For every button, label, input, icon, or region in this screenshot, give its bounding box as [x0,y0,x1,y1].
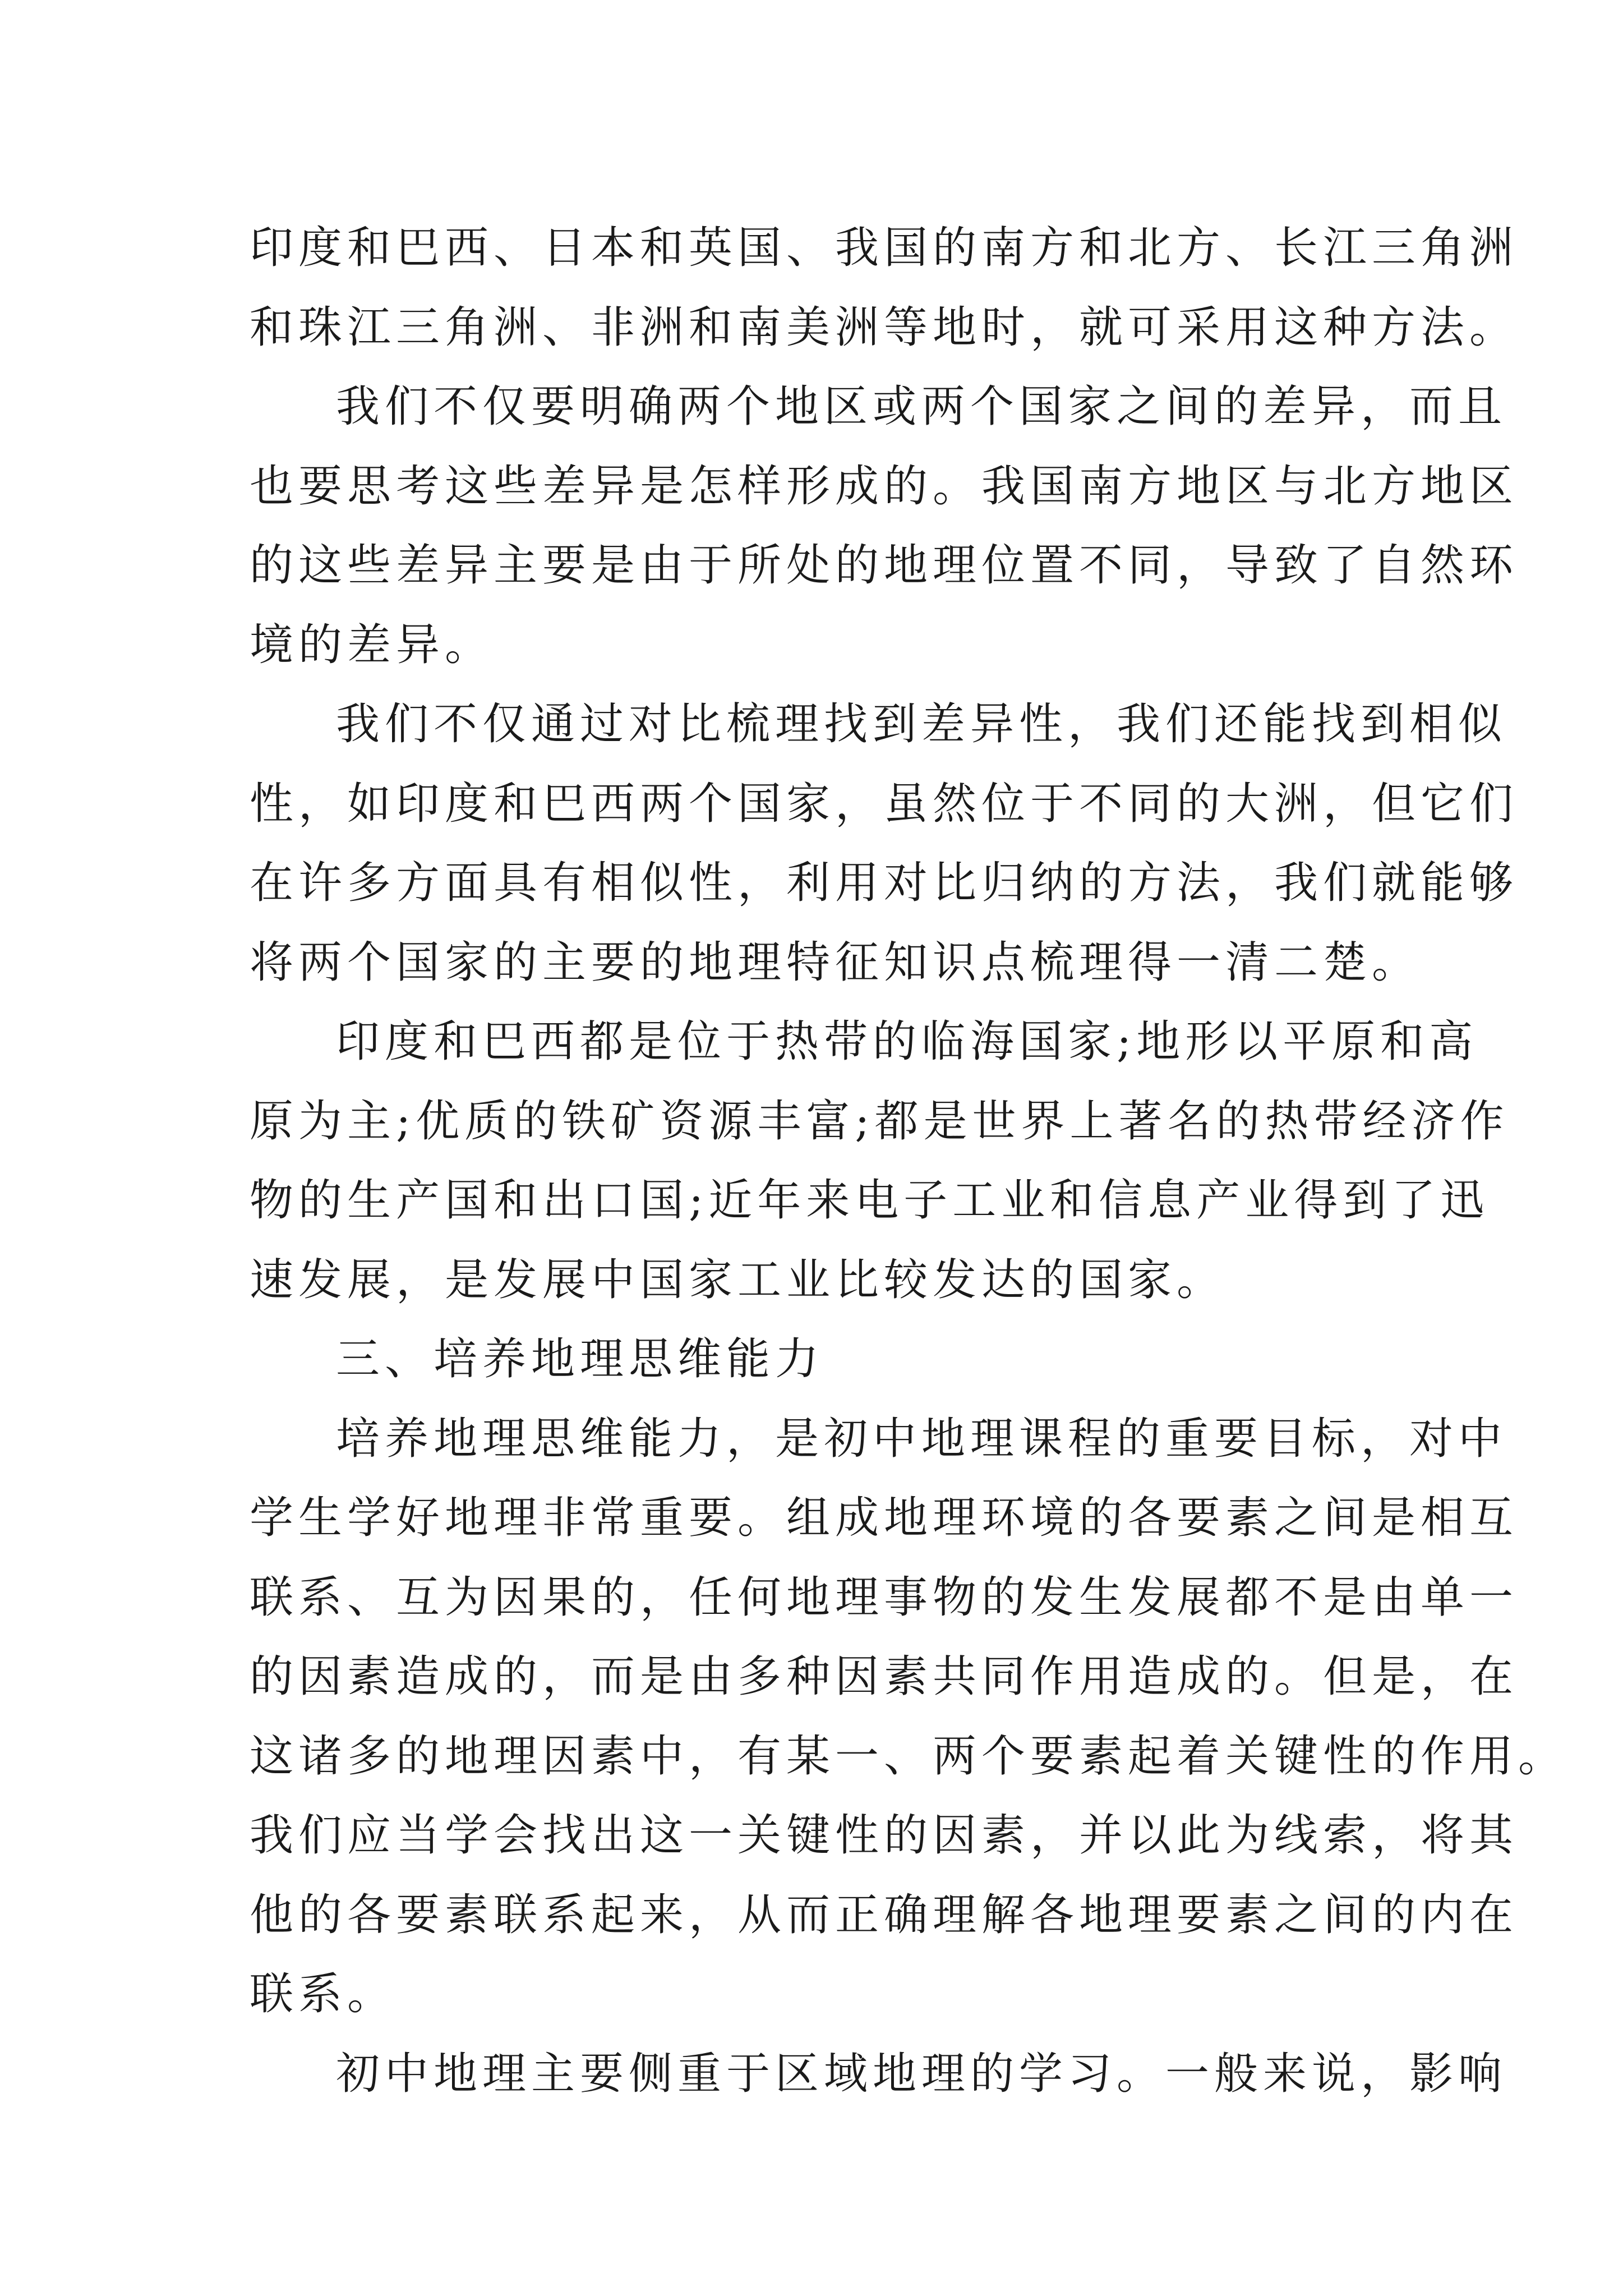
text-line: 我们应当学会找出这一关键性的因素，并以此为线索，将其 [250,1810,1519,1861]
text-line: 联系、互为因果的，任何地理事物的发生发展都不是由单一 [250,1572,1519,1623]
text-line: 原为主;优质的铁矿资源丰富;都是世界上著名的热带经济作 [250,1096,1509,1147]
paragraph-start-line: 我们不仅要明确两个地区或两个国家之间的差异，而且 [336,381,1507,432]
text-line: 也要思考这些差异是怎样形成的。我国南方地区与北方地区 [250,461,1519,512]
text-line: 这诸多的地理因素中，有某一、两个要素起着关键性的作用。 [250,1731,1567,1782]
text-line: 学生学好地理非常重要。组成地理环境的各要素之间是相互 [250,1493,1519,1543]
paragraph-start-line: 培养地理思维能力，是初中地理课程的重要目标，对中 [336,1413,1507,1464]
section-heading: 三、培养地理思维能力 [336,1334,824,1384]
text-line: 性，如印度和巴西两个国家，虽然位于不同的大洲，但它们 [250,778,1519,829]
text-line: 联系。 [250,1969,396,2019]
body-text [250,209,1567,2114]
text-line: 境的差异。 [250,619,494,670]
paragraph-start-line: 印度和巴西都是位于热带的临海国家;地形以平原和高 [336,1016,1478,1067]
text-line: 印度和巴西、日本和英国、我国的南方和北方、长江三角洲 [250,223,1519,273]
text-line: 和珠江三角洲、非洲和南美洲等地时，就可采用这种方法。 [250,302,1519,353]
paragraph-start-line: 初中地理主要侧重于区域地理的学习。一般来说，影响 [336,2048,1507,2099]
text-line: 他的各要素联系起来，从而正确理解各地理要素之间的内在 [250,1889,1519,1940]
text-line: 的这些差异主要是由于所处的地理位置不同，导致了自然环 [250,540,1519,591]
paragraph-start-line: 我们不仅通过对比梳理找到差异性，我们还能找到相似 [336,699,1507,749]
text-line: 在许多方面具有相似性，利用对比归纳的方法，我们就能够 [250,858,1519,908]
text-line: 物的生产国和出口国;近年来电子工业和信息产业得到了迅 [250,1175,1490,1226]
text-line: 速发展，是发展中国家工业比较发达的国家。 [250,1254,1226,1305]
text-line: 的因素造成的，而是由多种因素共同作用造成的。但是，在 [250,1651,1519,1702]
text-line: 将两个国家的主要的地理特征知识点梳理得一清二楚。 [250,937,1421,988]
